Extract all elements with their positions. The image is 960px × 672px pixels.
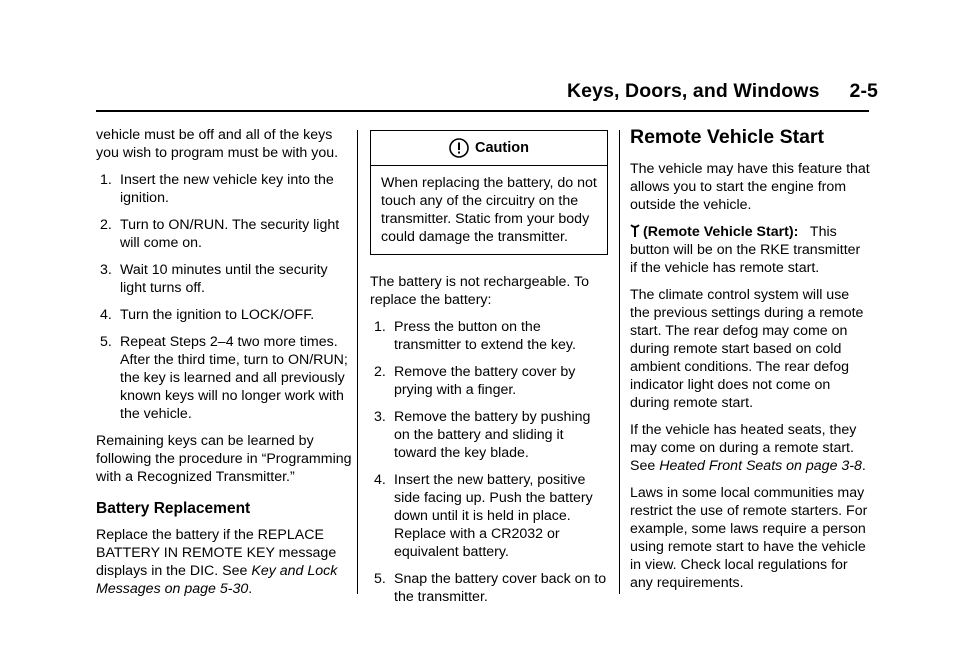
climate-paragraph: The climate control system will use the previous settings during a remote start. The rear defog may come on during remote start based on cold ambient conditions. The rear defog indicator light does not come on during remote start. [630,287,864,411]
battery-steps [370,318,608,606]
programming-steps [96,171,354,423]
step-text: Insert the new vehicle key into the ignition. [120,172,334,206]
rvs-label: (Remote Vehicle Start): [643,224,799,240]
page-header [567,80,878,103]
battery-replacement-heading: Battery Replacement [96,500,251,517]
section-title: Keys, Doors, and Windows [567,80,820,102]
step-text: Snap the battery cover back on to the transmitter. [394,571,607,605]
list-item [370,570,608,606]
step-number: 2. [100,217,112,233]
step-text: Remove the battery by pushing on the battery and sliding it toward the key blade. [394,409,591,461]
list-item [370,363,608,399]
laws-paragraph: Laws in some local communities may restrict the use of remote starters. For example, some laws require a person using remote start to have the vehicle in view. Check local regulations for any requirements. [630,485,868,591]
header-rule [96,110,869,112]
intro-paragraph: vehicle must be off and all of the keys you wish to program must be with you. [96,127,339,161]
heated-seats-text: If the vehicle has heated seats, they may come on during a remote start. See [630,422,857,474]
list-item [96,261,354,297]
caution-header [371,131,607,166]
step-text: Insert the new battery, positive side facing up. Push the battery down until it is held in place. Replace with a CR2032 or equivalent battery. [394,472,593,560]
list-item [370,471,608,561]
step-number: 5. [100,334,112,350]
column-divider-2 [619,130,620,594]
step-number: 3. [100,262,112,278]
rvs-button-paragraph [630,223,870,277]
step-number: 4. [374,472,386,488]
key-lock-messages-link[interactable]: Key and Lock Messages on page 5-30 [96,563,338,597]
column-right [630,126,870,601]
list-item [370,408,608,462]
step-number: 1. [374,319,386,335]
list-item [96,306,354,324]
heated-end: . [861,458,866,474]
battery-text: Replace the battery if the REPLACE BATTERY IN REMOTE KEY message displays in the DIC. See [96,527,337,579]
step-number: 5. [374,571,386,587]
page-number: 2-5 [849,80,878,102]
step-number: 4. [100,307,112,323]
battery-end: . [248,581,253,597]
remote-vehicle-start-heading: Remote Vehicle Start [630,126,824,148]
battery-intro-paragraph: The battery is not rechargeable. To replace the battery: [370,274,589,308]
step-text: Turn to ON/RUN. The security light will come on. [120,217,340,251]
caution-triangle-icon [449,138,469,158]
step-text: Turn the ignition to LOCK/OFF. [120,307,315,323]
column-left [96,126,354,607]
caution-text: When replacing the battery, do not touch any of the circuitry on the transmitter. Static from your body could damage the transmitter. [381,175,597,245]
remote-start-icon [630,224,640,238]
heated-front-seats-link[interactable]: Heated Front Seats on page 3-8 [659,458,862,474]
step-text: Remove the battery cover by prying with a finger. [394,364,576,398]
step-text: Repeat Steps 2–4 two more times. After the third time, turn to ON/RUN; the key is learned and all previously known keys will no longer work with the vehicle. [120,334,348,422]
caution-box [370,130,608,255]
caution-title: Caution [475,140,529,156]
column-middle [370,126,608,615]
step-number: 3. [374,409,386,425]
heated-seats-paragraph [630,421,870,475]
battery-paragraph [96,526,354,598]
step-text: Press the button on the transmitter to extend the key. [394,319,576,353]
rvs-text: This button will be on the RKE transmitter if the vehicle has remote start. [630,224,861,276]
step-number: 2. [374,364,386,380]
list-item [96,333,354,423]
step-number: 1. [100,172,112,188]
list-item [96,171,354,207]
column-divider-1 [357,130,358,594]
list-item [370,318,608,354]
remaining-keys-paragraph: Remaining keys can be learned by following the procedure in “Programming with a Recognized Transmitter.” [96,433,352,485]
rvs-intro-paragraph: The vehicle may have this feature that allows you to start the engine from outside the vehicle. [630,161,870,213]
list-item [96,216,354,252]
step-text: Wait 10 minutes until the security light turns off. [120,262,328,296]
